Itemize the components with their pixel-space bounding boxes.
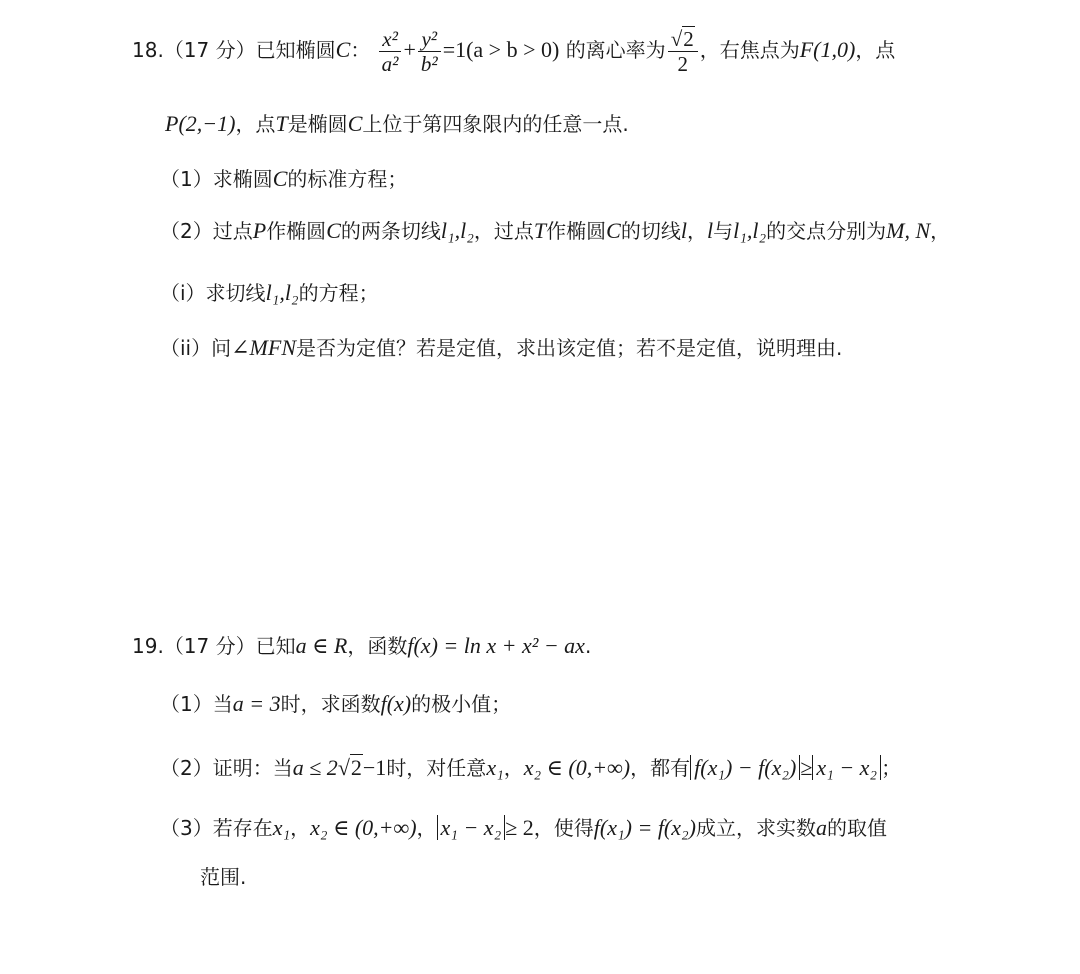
q19-part-2: （2）证明：当a ≤ 2√2−1时，对任意x₁，x₂ ∈ (0,+∞)，都有 f(x₁) − f(x₂) ≥ x₁ − x₂ ； xyxy=(160,755,902,780)
q18-number: 18. xyxy=(132,38,164,62)
q18-sub-i: （i）求切线l₁,l₂的方程； xyxy=(160,280,379,305)
angle-mfn: ∠MFN xyxy=(231,335,296,360)
function-definition: f(x) = ln x + x² − ax xyxy=(407,633,585,658)
fraction-x: $\frac{\text{x²}}{\text{a²}}$ xyxy=(379,27,402,76)
abs-f-diff: f(x₁) − f(x₂) xyxy=(690,755,800,780)
q18-line-1: 18.（17 分）已知椭圆C： $\frac{\text{x²}}{\text{a²}}$ + $\frac{\text{y²}}{\text{b²}}$ =1(a > b > 0) 的离心率为 $\frac{√2}{2}$ ，右焦点为F(1,0)，点 xyxy=(132,27,896,76)
q18-line-2: P(2,−1)，点T是椭圆C上位于第四象限内的任意一点. xyxy=(165,111,629,136)
q19-part-1: （1）当a = 3时，求函数f(x)的极小值； xyxy=(160,691,512,716)
focus-point: F(1,0) xyxy=(799,37,856,62)
ellipse-condition: =1(a > b > 0) xyxy=(442,37,560,62)
q18-sub-ii: （ii）问∠MFN是否为定值？若是定值，求出该定值；若不是定值，说明理由. xyxy=(160,335,843,360)
eccentricity-fraction: $\frac{√2}{2}$ xyxy=(668,27,698,76)
abs-x-diff: x₁ − x₂ xyxy=(812,755,881,780)
point-p: P(2,−1) xyxy=(165,111,236,136)
q18-part-2: （2）过点P作椭圆C的两条切线l₁,l₂，过点T作椭圆C的切线l，l与l₁,l₂的交点分别为M, N， xyxy=(160,218,951,243)
q19-part-3-continued: 范围. xyxy=(200,865,247,889)
q19-number: 19. xyxy=(132,634,164,658)
q18-part-1: （1）求椭圆C的标准方程； xyxy=(160,166,408,191)
sqrt-2: √2 xyxy=(337,755,362,780)
q19-part-3: （3）若存在x₁，x₂ ∈ (0,+∞)， x₁ − x₂ ≥ 2，使得f(x₁) = f(x₂)成立，求实数a的取值 xyxy=(160,815,887,840)
q18-score: （17 分） xyxy=(163,38,256,62)
fraction-y: $\frac{\text{y²}}{\text{b²}}$ xyxy=(418,27,441,76)
q19-line-1: 19.（17 分）已知a ∈ R，函数f(x) = ln x + x² − ax. xyxy=(132,633,592,658)
q19-score: （17 分） xyxy=(163,634,256,658)
